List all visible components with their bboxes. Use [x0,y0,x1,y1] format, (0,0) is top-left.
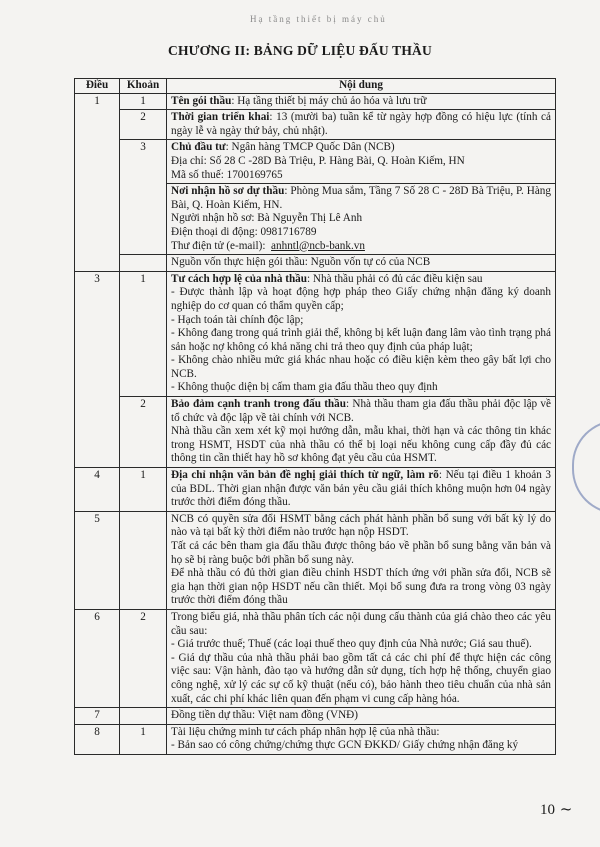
list-item: - Không chào nhiều mức giá khác nhau hoặc có điều kiện kèm theo gây bất lợi cho NCB. [171,354,551,380]
paragraph: Tất cả các bên tham gia đấu thầu được thông báo về phần bổ sung bằng văn bản và họ sẽ bị ràng buộc bởi phần bổ sung này. [171,540,551,566]
column-header-khoan: Khoản [120,79,167,94]
receiving-phone: Điện thoại di động: 0981716789 [171,225,317,238]
content-cell [167,609,556,707]
table-row [75,271,556,396]
stamp-mark [572,420,600,514]
bid-data-table [74,78,556,755]
dieu-cell: 6 [75,609,120,707]
receiving-address: : Phòng Mua sắm, Tầng 7 Số 28 C - 28D Bà Triệu, P. Hàng Bài, Q. Hoàn Kiếm, HN. [171,185,551,211]
row-text: : Hạ tầng thiết bị máy chủ ảo hóa và lưu trữ [231,94,427,107]
initials-signature: ~ [555,800,573,818]
content-cell: Đồng tiền dự thầu: Việt nam đồng (VNĐ) [167,708,556,725]
khoan-cell: 1 [120,271,167,396]
table-row [75,93,556,110]
khoan-cell [120,708,167,725]
khoan-cell: 1 [120,468,167,512]
content-cell [167,468,556,512]
table-row [75,708,556,725]
receiving-label: Nơi nhận hồ sơ dự thầu [171,185,285,198]
receiving-block [167,184,555,254]
paragraph: Trong biểu giá, nhà thầu phân tích các nội dung cấu thành của giá chào theo các yêu cầu sau: [171,610,551,637]
dieu-cell: 1 [75,93,120,271]
table-row [75,511,556,609]
table-header-row [75,79,556,94]
khoan-cell: 2 [120,397,167,468]
page-number [540,800,572,819]
khoan-cell: 2 [120,110,167,140]
content-cell [167,397,556,468]
row-text: : Nhà thầu phải có đủ các điều kiện sau [307,272,483,285]
row-label: Địa chỉ nhận văn bản đề nghị giải thích từ ngữ, làm rõ [171,469,439,482]
dieu-cell: 3 [75,271,120,467]
khoan-cell: 1 [120,724,167,754]
content-cell [167,271,556,396]
list-item: - Không thuộc diện bị cấm tham gia đấu thầu theo quy định [171,381,438,394]
investor-block [167,140,555,184]
content-cell [167,724,556,754]
investor-name: : Ngân hàng TMCP Quốc Dân (NCB) [225,141,395,154]
column-header-dieu: Điều [75,79,120,94]
row-label: Tên gói thầu [171,94,232,107]
paragraph: - Giá trước thuế; Thuế (các loại thuế theo quy định của Nhà nước; Giá sau thuế). [171,638,532,651]
table-row [75,110,556,140]
khoan-cell: 3 [120,140,167,255]
table-row [75,140,556,255]
paragraph: - Bản sao có công chứng/chứng thực GCN ĐKKD/ Giấy chứng nhận đăng ký [171,739,519,752]
investor-label: Chủ đầu tư [171,141,226,154]
table-row [75,724,556,754]
table-row [75,468,556,512]
column-header-noi-dung: Nội dung [167,79,556,94]
receiving-person: Người nhận hồ sơ: Bà Nguyễn Thị Lê Anh [171,212,363,225]
row-text: : Nhà thầu tham gia đấu thầu phải độc lập về tổ chức và độc lập về tài chính với NCB. [171,398,551,424]
content-cell [167,140,556,255]
table-row [75,609,556,707]
content-cell [167,511,556,609]
row-text-2: Nhà thầu cần xem xét kỹ mọi hướng dẫn, mẫu khai, thời hạn và các thông tin khác trong HSMT, HSDT của nhà thầu có thể bị loại nếu không cung cấp đầy đủ các thông tin cần thiết hay hồ sơ không đạt yêu cầu của HSMT. [171,425,551,465]
investor-tax-code: Mã số thuế: 1700169765 [171,168,283,181]
khoan-cell: 1 [120,93,167,110]
investor-address: Địa chỉ: Số 28 C -28D Bà Triệu, P. Hàng Bài, Q. Hoàn Kiếm, HN [171,154,465,167]
receiving-email-prefix: Thư điện tử (e-mail): [171,239,266,252]
row-text: : Nếu tại điều 1 khoản 3 của BDL. Thời gian nhận được văn bản yêu cầu giải thích không muộn hơn 04 ngày trước thời điểm đóng thầu. [171,469,551,509]
dieu-cell: 4 [75,468,120,512]
row-text: : 13 (mười ba) tuần kể từ ngày hợp đồng có hiệu lực (tính cả ngày lễ và ngày thứ bảy, chủ nhật). [171,111,551,137]
list-item: - Không đang trong quá trình giải thể, không bị kết luận đang lâm vào tình trạng phá sản hoặc nợ không có khả năng chi trả theo quy định của pháp luật; [171,327,551,353]
khoan-cell [120,511,167,609]
content-cell [167,110,556,140]
dieu-cell: 7 [75,708,120,725]
dieu-cell: 8 [75,724,120,754]
row-label: Thời gian triển khai [171,111,270,124]
paragraph: Để nhà thầu có đủ thời gian điều chỉnh HSDT thích ứng với phần sửa đổi, NCB sẽ gia hạn thời gian nộp HSDT nếu cần thiết. Mọi bổ sung đưa ra trong vòng 03 ngày trước thời điểm đóng thầu [171,567,551,607]
paragraph: - Giá dự thầu của nhà thầu phải bao gồm tất cả các chi phí để thực hiện các công việc sau: Vận hành, đào tạo và hướng dẫn sử dụng, tích hợp hệ thống, chuyển giao công nghệ, xử lý các sự cố kỹ thuật (nếu có), bảo hành theo tiêu chuẩn của nhà sản xuất, các chi phí khác liên quan đến phạm vi cung cấp hàng hóa. [171,651,551,705]
table-row [75,397,556,468]
table-row [75,255,556,272]
dieu-cell: 5 [75,511,120,609]
list-item: - Được thành lập và hoạt động hợp pháp theo Giấy chứng nhận đăng ký doanh nghiệp do cơ quan có thẩm quyền cấp; [171,286,551,312]
page-number-text: 10 [540,802,555,818]
row-label: Bảo đảm cạnh tranh trong đấu thầu [171,398,346,411]
khoan-cell: 2 [120,609,167,707]
list-item: - Hạch toán tài chính độc lập; [171,313,304,326]
content-cell [167,93,556,110]
content-cell: Nguồn vốn thực hiện gói thầu: Nguồn vốn tự có của NCB [167,255,556,272]
row-label: Tư cách hợp lệ của nhà thầu [171,272,307,285]
paragraph: Tài liệu chứng minh tư cách pháp nhân hợp lệ của nhà thầu: [171,725,440,738]
khoan-cell [120,255,167,272]
chapter-title: CHƯƠNG II: BẢNG DỮ LIỆU ĐẤU THẦU [168,43,432,58]
receiving-email-link[interactable]: anhntl@ncb-bank.vn [271,239,365,252]
paragraph: NCB có quyền sửa đổi HSMT bằng cách phát hành phần bổ sung với bất kỳ lý do nào và tại bất kỳ thời điểm nào trước hạn nộp HSDT. [171,512,551,539]
faint-header-mark: Hạ tầng thiết bị máy chủ [250,14,387,24]
